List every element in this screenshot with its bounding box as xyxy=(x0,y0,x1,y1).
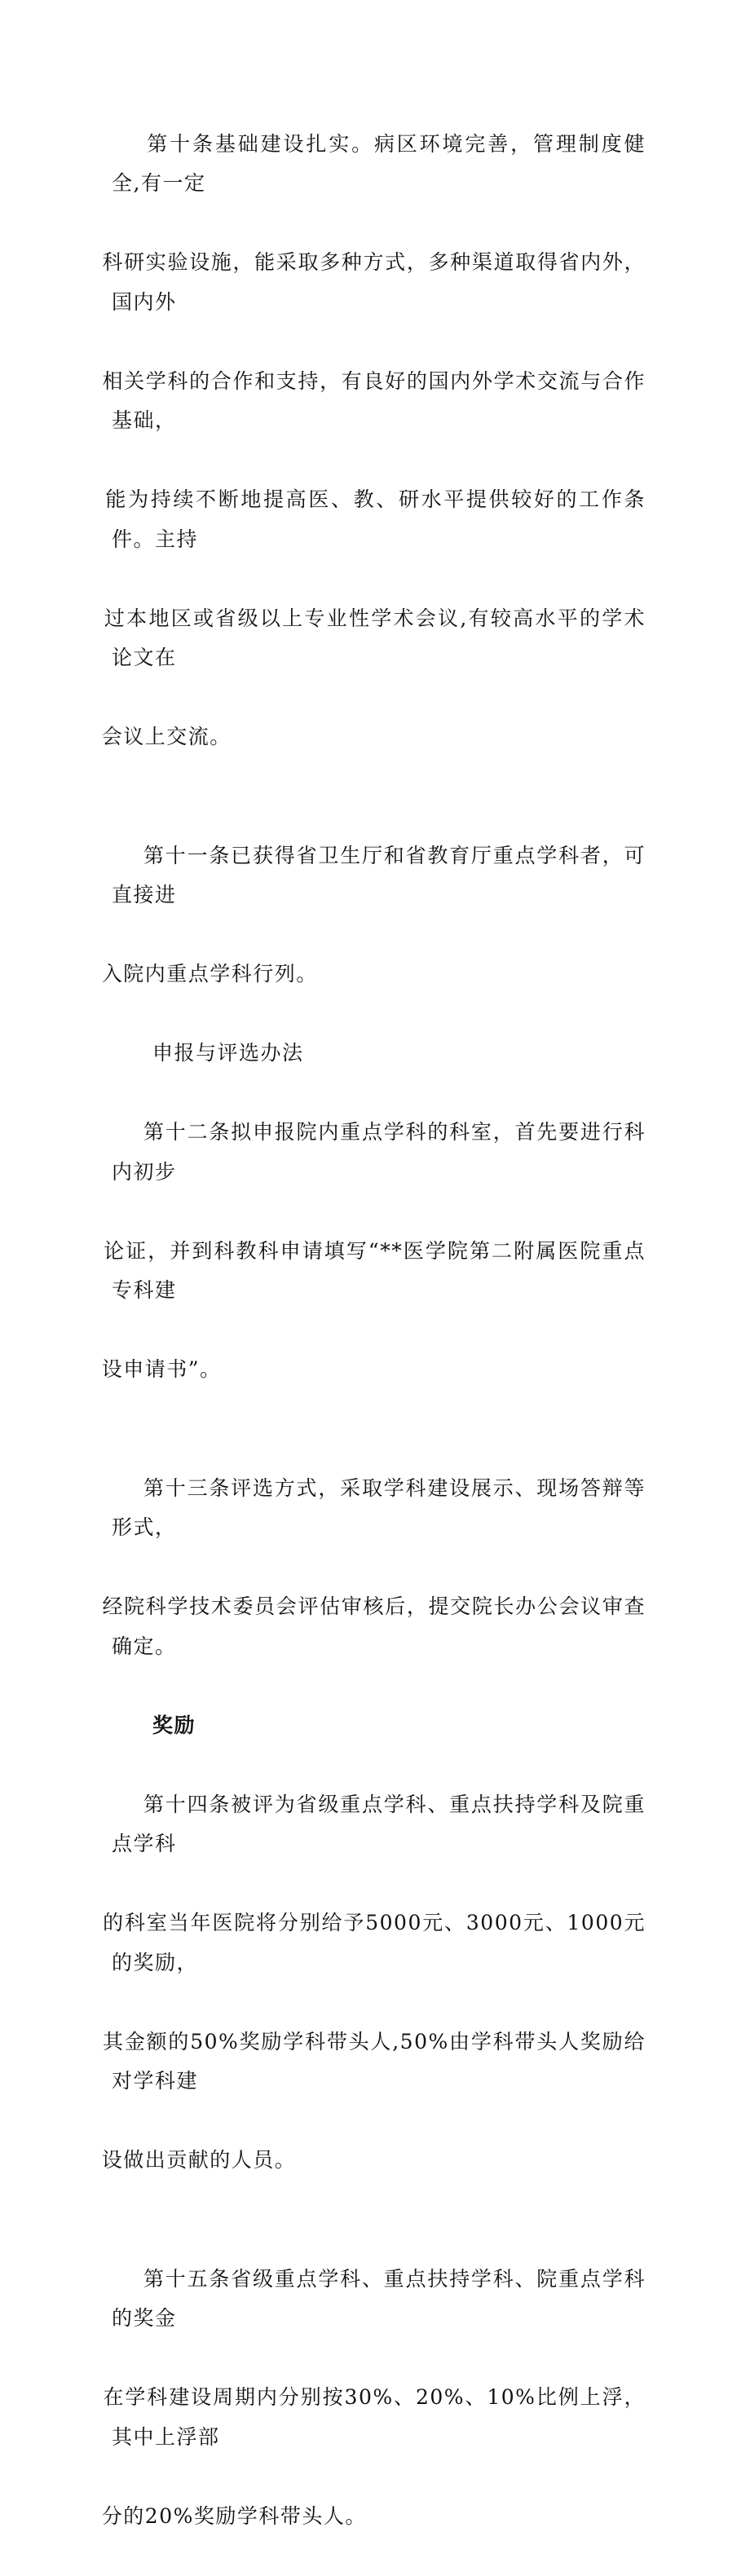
article-11-line-1: 第十一条已获得省卫生厅和省教育厅重点学科者，可直接进 xyxy=(112,843,646,906)
article-12-paragraph xyxy=(101,1074,646,1430)
article-10-line-3: 相关学科的合作和支持，有良好的国内外学术交流与合作基础， xyxy=(102,368,646,432)
article-14-line-2: 的科室当年医院将分别给予5000元、3000元、1000元的奖励， xyxy=(103,1911,646,1974)
article-15-line-2: 在学科建设周期内分别按30%、20%、10%比例上浮，其中上浮部 xyxy=(103,2385,646,2449)
article-10-line-2: 科研实验设施，能采取多种方式，多种渠道取得省内外，国内外 xyxy=(102,250,646,314)
article-10-line-4: 能为持续不断地提高医、教、研水平提供较好的工作条件。主持 xyxy=(105,487,646,551)
article-10-line-6: 会议上交流。 xyxy=(101,725,232,748)
article-13-line-1: 第十三条评选方式，采取学科建设展示、现场答辩等形式， xyxy=(112,1475,646,1539)
article-10-line-1: 第十条基础建设扎实。病区环境完善，管理制度健全,有一定 xyxy=(112,131,646,195)
article-14-line-4: 设做出贡献的人员。 xyxy=(101,2148,297,2172)
article-15-line-3: 分的20%奖励学科带头人。 xyxy=(101,2503,367,2528)
article-13-line-2: 经院科学技术委员会评估审核后，提交院长办公会议审查确定。 xyxy=(102,1595,646,1658)
article-11-line-2: 入院内重点学科行列。 xyxy=(101,962,318,986)
article-10-line-5: 过本地区或省级以上专业性学术会议,有较高水平的学术论文在 xyxy=(104,606,646,669)
article-15-paragraph xyxy=(101,2220,646,2576)
article-12-line-2: 论证，并到科教科申请填写“**医学院第二附属医院重点专科建 xyxy=(104,1238,646,1302)
article-10-paragraph xyxy=(101,85,646,796)
article-14-paragraph xyxy=(101,1745,646,2220)
section-heading-apply: 申报与评选办法 xyxy=(152,1041,304,1065)
article-14-line-3: 其金额的50%奖励学科带头人,50%由学科带头人奖励给对学科建 xyxy=(103,2029,646,2093)
article-12-line-3: 设申请书”。 xyxy=(101,1357,222,1381)
section-heading-reward: 奖励 xyxy=(152,1713,196,1737)
article-13-paragraph xyxy=(102,1429,646,1706)
article-14-line-1: 第十四条被评为省级重点学科、重点扶持学科及院重点学科 xyxy=(112,1792,646,1855)
article-12-line-1: 第十二条拟申报院内重点学科的科室，首先要进行科内初步 xyxy=(112,1120,646,1184)
article-11-paragraph xyxy=(101,796,646,1034)
article-15-line-1: 第十五条省级重点学科、重点扶持学科、院重点学科的奖金 xyxy=(112,2266,646,2330)
